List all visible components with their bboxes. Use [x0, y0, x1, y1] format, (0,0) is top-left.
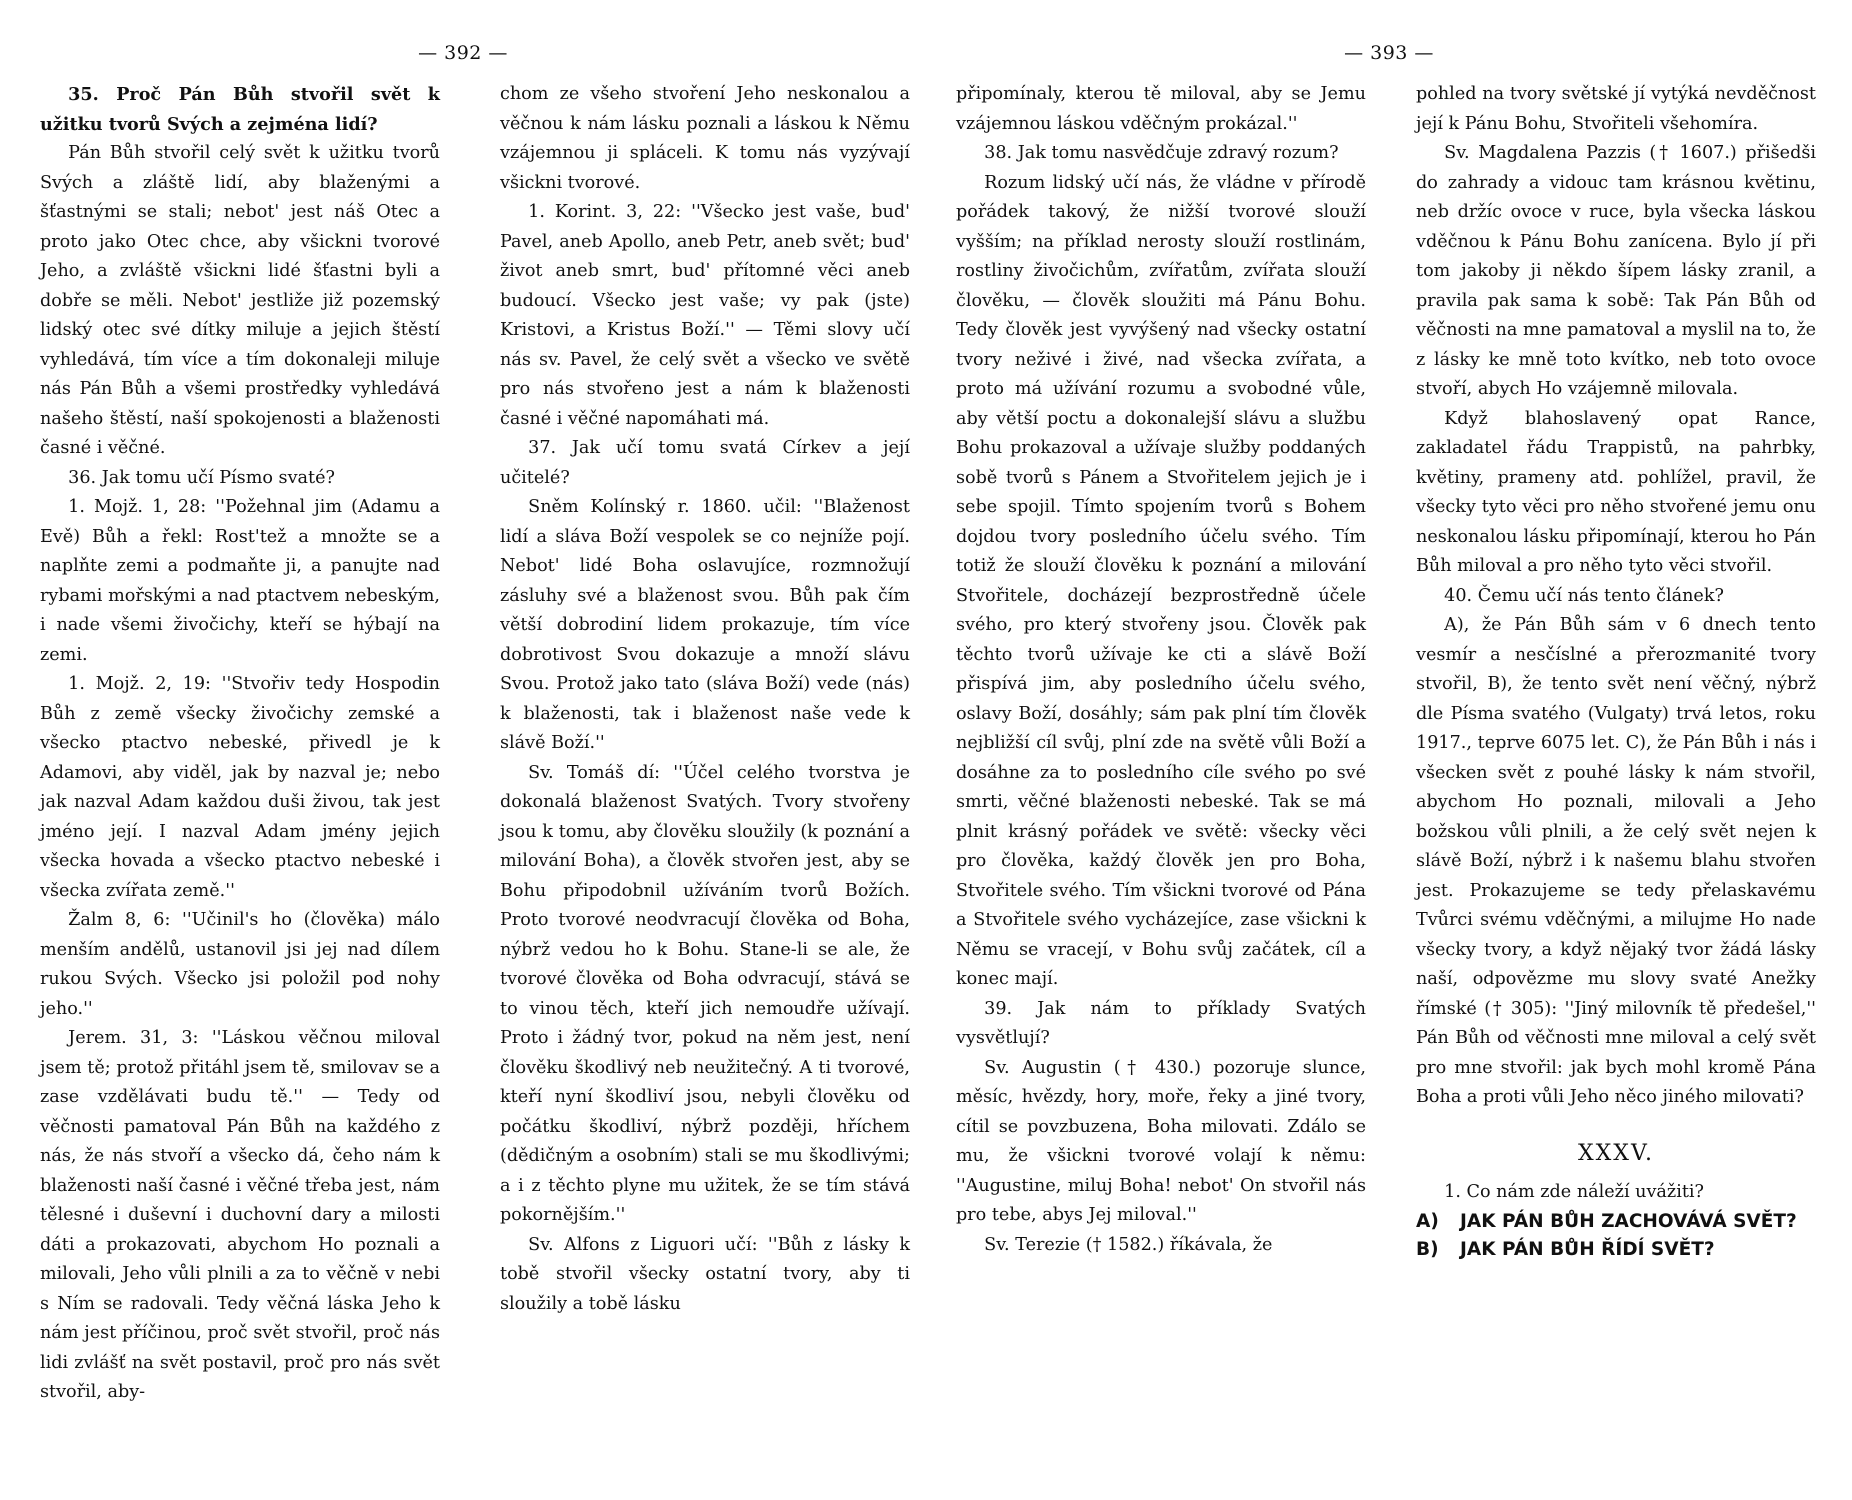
- paragraph: Sv. Magdalena Pazzis († 1607.) přišedši do zahrady a vidouc tam krásnou květinu, neb držíc ovoce v ruce, byla všecka láskou vděčnou k Pánu Bohu zanícena. Bylo jí při tom jakoby ji někdo šípem lásky zranil, a pravila pak sama k sobě: Tak Pán Bůh od věčnosti na mne pamatoval a myslil na to, že z lásky ke mně toto kvítko, neb toto ovoce stvoří, abych Ho vzájemně milovala.: [1416, 143, 1816, 399]
- paragraph: Rozum lidský učí nás, že vládne v přírodě pořádek takový, že nižší tvorové slouží vyšším; na příklad nerosty slouží rostlinám, rostliny živočichům, zvířatům, zvířata slouží člověku, — člověk sloužiti má Pánu Bohu. Tedy člověk jest vyvýšený nad všecky ostatní tvory neživé i živé, nad všecka zvířata, a proto má užívání rozumu a svobodné vůle, aby větší poctu a dokonalejší slávu a službu Bohu prokazoval a užívaje služby poddaných sobě tvorů s Pánem a Stvořitelem jejich je i sebe spojil. Tímto spojením tvorů s Bohem dojdou tvory posledního účelu svého. Tím totiž že slouží člověku k poznání a milování Stvořitele, docházejí bezprostředně účele svého, pro který stvořeny jsou. Člověk pak těchto tvorů užívaje ke cti a slávě Boží přispívá jim, aby posledního účelu svého, oslavy Boží, dosáhly; sám pak plní tím člověk nejbližší cíl svůj, plní zde na světě vůli Boží a dosáhne za to posledního cíle svého po své smrti, věčné blaženosti nebeské. Tak se má plnit krásný pořádek ve světě: všecky věci pro člověka, každý člověk jen pro Boha, Stvořitele svého. Tím všickni tvorové od Pána a Stvořitele svého vycházejíce, zase všickni k Němu se vracejí, v Bohu svůj začátek, cíl a konec mají.: [956, 172, 1366, 989]
- paragraph: 1. Mojž. 2, 19: ''Stvořiv tedy Hospodin Bůh z země všecky živočichy zemské a všecko ptactvo nebeské, přivedl je k Adamovi, aby viděl, jak by nazval je; nebo jak nazval Adam každou duši živou, tak jest jméno její. I nazval Adam jmény jejich všecka hovada a všecko ptactvo nebeské i všecka zvířata země.'': [40, 674, 440, 901]
- chapter-item-a: [1416, 1208, 1816, 1236]
- paragraph-continued: pohled na tvory světské jí vytýká nevděčnost její k Pánu Bohu, Stvořiteli všehomíra.: [1416, 84, 1816, 134]
- item-text: JAK PÁN BŮH ŘÍDÍ SVĚT?: [1460, 1238, 1715, 1260]
- paragraph: A), že Pán Bůh sám v 6 dnech tento vesmír a nesčíslné a přerozmanité tvory stvořil, B), že tento svět není věčný, nýbrž dle Písma svatého (Vulgaty) trvá letos, roku 1917., teprve 6075 let. C), že Pán Bůh i nás i všecken svět z pouhé lásky k nám stvořil, abychom Ho poznali, milovali a Jeho božskou vůli plnili, a že celý svět nejen k slávě Boží, nýbrž i k našemu blahu stvořen jest. Prokazujeme se tedy přelaskavému Tvůrci svému vděčnými, a milujme Ho nade všecky tvory, a když nějaký tvor žádá lásky naší, odpovězme mu slovy svaté Anežky římské († 305): ''Jiný milovník tě předešel,'' Pán Bůh od věčnosti mne miloval a celý svět pro mne stvořil: jak bych mohl kromě Pána Boha a proti vůli Jeho něco jiného milovati?: [1416, 615, 1816, 1107]
- question-38: 38. Jak tomu nasvědčuje zdravý rozum?: [984, 143, 1339, 163]
- left-page-column-2: [500, 80, 910, 1319]
- paragraph: Sv. Terezie († 1582.) říkávala, že: [984, 1234, 1273, 1255]
- item-letter: A): [1416, 1210, 1439, 1232]
- paragraph: Jerem. 31, 3: ''Láskou věčnou miloval jsem tě; protož přitáhl jsem tě, smilovav se a zase vzdělávati budu tě.'' — Tedy od věčnosti pamatoval Pán Bůh na každého z nás, že nás stvoří a všecko dá, čeho nám k blaženosti naší časné i věčné třeba jest, nám tělesné i duševní i duchovní dary a milosti dáti a prokazovati, abychom Ho poznali a milovali, Jeho vůli plnili a za to věčně v nebi s Ním se radovali. Tedy věčná láska Jeho k nám jest příčinou, proč svět stvořil, proč nás lidi zvlášť na svět postavil, proč pro nás svět stvořil, aby-: [40, 1028, 440, 1402]
- paragraph: Sv. Alfons z Liguori učí: ''Bůh z lásky k tobě stvořil všecky ostatní tvory, aby ti sloužily a tobě lásku: [500, 1234, 910, 1314]
- item-text: JAK PÁN BŮH ZACHOVÁVÁ SVĚT?: [1460, 1210, 1797, 1232]
- item-letter: B): [1416, 1238, 1439, 1260]
- chapter-item-b: [1416, 1236, 1816, 1264]
- paragraph: Sv. Augustin († 430.) pozoruje slunce, měsíc, hvězdy, hory, moře, řeky a jiné tvory, cítil se povzbuzena, Boha milovati. Zdálo se mu, že všickni tvorové volají k němu: ''Augustine, miluj Boha! nebot' On stvořil nás pro tebe, abys Jej miloval.'': [956, 1057, 1366, 1225]
- paragraph: Když blahoslavený opat Rance, zakladatel řádu Trappistů, na pahrbky, květiny, prameny atd. pohlížel, pravil, že všecky tyto věci pro něho stvořené jemu onu neskonalou lásku připomínají, kterou ho Pán Bůh miloval a pro něho tyto věci stvořil.: [1416, 408, 1816, 576]
- page-number-left: — 392 —: [418, 42, 508, 64]
- right-page-column-2: [1416, 80, 1816, 1264]
- chapter-heading: XXXV.: [1577, 1140, 1655, 1166]
- paragraph: Sv. Tomáš dí: ''Účel celého tvorstva je dokonalá blaženost Svatých. Tvory stvořeny jsou k tomu, aby člověku sloužily (k poznání a milování Boha), a člověk stvořen jest, aby se Bohu připodobnil užíváním tvorů Božích. Proto tvorové neodvracují člověka od Boha, nýbrž vedou ho k Bohu. Stane-li se ale, že tvorové člověka od Boha odvracují, stává se to vinou těch, kteří jich nemoudře užívají. Proto i žádný tvor, pokud na něm jest, není člověku škodlivý neb neužitečný. A ti tvorové, kteří nyní škodliví jsou, nebyli člověku od počátku škodliví, nýbrž později, hříchem (dědičným a osobním) stali se mu škodlivými; a i z těchto plyne mu užitek, že se tím stává pokornějším.'': [500, 762, 910, 1225]
- page-number-right: — 393 —: [1344, 42, 1434, 64]
- paragraph: 1. Korint. 3, 22: ''Všecko jest vaše, bud' Pavel, aneb Apollo, aneb Petr, aneb svět; bud' život aneb smrt, bud' přítomné věci aneb budoucí. Všecko jest vaše; vy pak (jste) Kristovi, a Kristus Boží.'' — Těmi slovy učí nás sv. Pavel, že celý svět a všecko ve světě pro nás stvořeno jest a nám k blaženosti časné i věčné napomáhati má.: [500, 202, 910, 429]
- paragraph: Pán Bůh stvořil celý svět k užitku tvorů Svých a zláště lidí, aby blaženými a šťastnými se stali; nebot' jest náš Otec a proto jako Otec chce, aby všickni tvorové Jeho, a zvláště všickni lidé šťastni byli a dobře se měli. Nebot' jestliže již pozemský lidský otec své dítky miluje a jejich štěstí vyhledává, tím více a tím dokonaleji miluje nás Pán Bůh a všemi prostředky vyhledává našeho štěstí, naší spokojenosti a blaženosti časné i věčné.: [40, 143, 440, 458]
- question-40: 40. Čemu učí nás tento článek?: [1444, 585, 1724, 606]
- left-page-column-1: [40, 80, 440, 1408]
- right-page: [926, 0, 1852, 1500]
- question-39: 39. Jak nám to příklady Svatých vysvětlují?: [956, 998, 1366, 1048]
- paragraph: Žalm 8, 6: ''Učinil's ho (člověka) málo menším andělů, ustanovil jsi jej nad dílem rukou Svých. Všecko jsi položil pod nohy jeho.'': [40, 910, 440, 1019]
- paragraph-continued: připomínaly, kterou tě miloval, aby se Jemu vzájemnou láskou vděčným prokázal.'': [956, 84, 1366, 134]
- chapter-question: 1. Co nám zde náleží uvážiti?: [1444, 1182, 1704, 1202]
- paragraph-continued: chom ze všeho stvoření Jeho neskonalou a věčnou k nám lásku poznali a láskou k Němu vzájemnou ji spláceli. K tomu nás vyzývají všickni tvorové.: [500, 84, 910, 193]
- paragraph: 1. Mojž. 1, 28: ''Požehnal jim (Adamu a Evě) Bůh a řekl: Rost'tež a množte se a naplňte zemi a podmaňte ji, a panujte nad rybami mořskými a nad ptactvem nebeským, i nade všemi živočichy, kteří se hýbají na zemi.: [40, 497, 440, 665]
- question-36: 36. Jak tomu učí Písmo svaté?: [68, 467, 335, 488]
- question-37: 37. Jak učí tomu svatá Církev a její učitelé?: [500, 438, 910, 488]
- paragraph: Sněm Kolínský r. 1860. učil: ''Blaženost lidí a sláva Boží vespolek se co nejníže pojí. Nebot' lidé Boha oslavujíce, rozmnožují zásluhy své a blaženost svou. Bůh pak čím větší dobrodiní lidem prokazuje, tím více dobrotivost Svou dokazuje a množí slávu Svou. Protož jako tato (sláva Boží) vede (nás) k blaženosti, tak i blaženost naše vede k slávě Boží.'': [500, 497, 910, 753]
- right-page-column-1: [956, 80, 1366, 1260]
- question-35: 35. Proč Pán Bůh stvořil svět k užitku tvorů Svých a zejména lidí?: [40, 84, 440, 135]
